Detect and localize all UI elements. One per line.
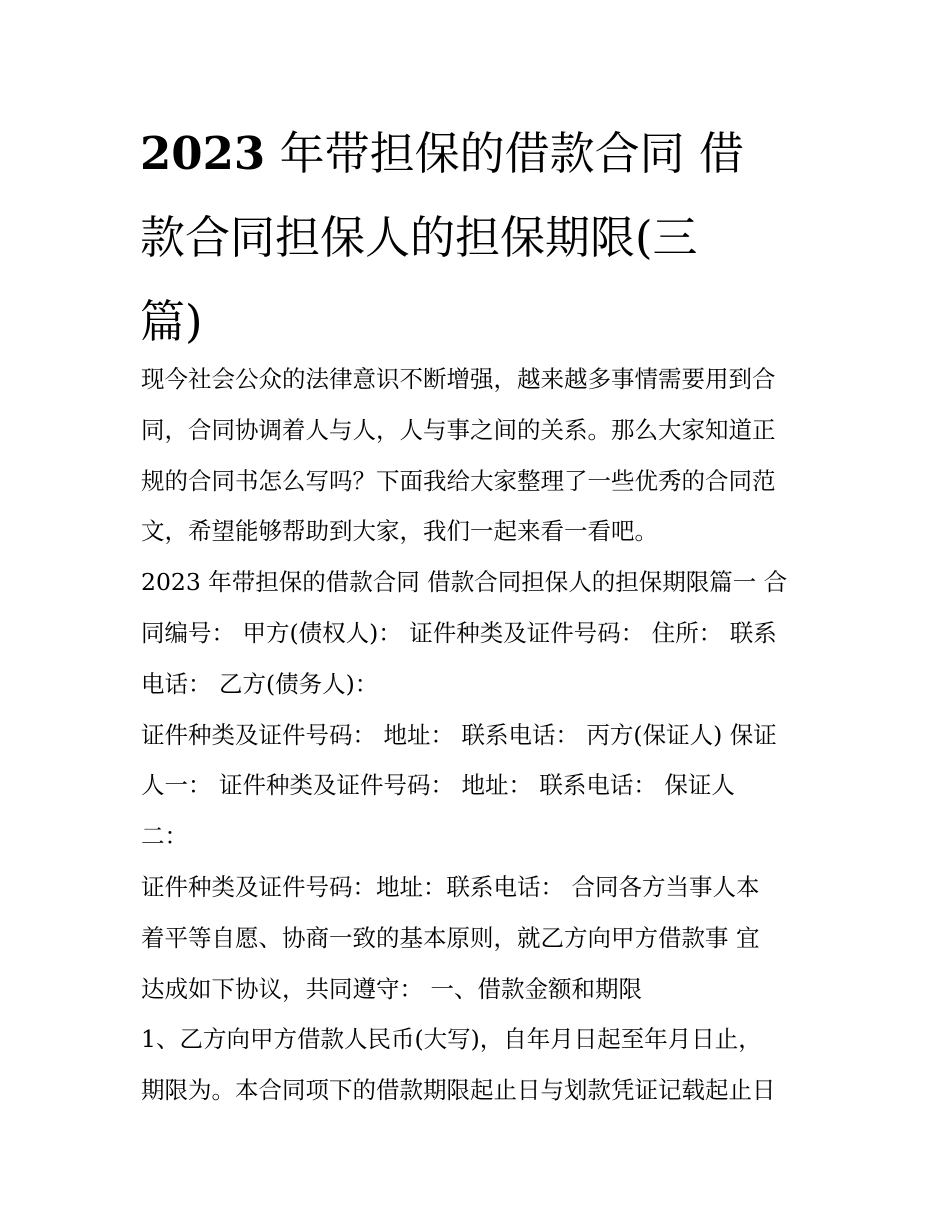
- body-line: 期限为。本合同项下的借款期限起止日与划款凭证记载起止日: [141, 1076, 776, 1105]
- body-line: 现今社会公众的法律意识不断增强，越来越多事情需要用到合: [141, 365, 776, 393]
- title-line-1: 年带担保的借款合同 借: [279, 127, 744, 180]
- body-line: 证件种类及证件号码： 地址： 联系电话： 丙方(保证人) 保证: [141, 720, 777, 749]
- body-line: 着平等自愿、协商一致的基本原则，就乙方向甲方借款事 宜: [141, 923, 760, 952]
- body-line: 文，希望能够帮助到大家，我们一起来看一看吧。: [141, 517, 658, 546]
- document-body: [141, 362, 816, 1124]
- body-line: 同，合同协调着人与人，人与事之间的关系。那么大家知道正: [141, 415, 776, 444]
- body-line: 2023 年带担保的借款合同 借款合同担保人的担保期限篇一 合: [141, 568, 788, 597]
- document-title: [140, 112, 820, 364]
- body-line: 同编号： 甲方(债权人)： 证件种类及证件号码： 住所： 联系: [141, 618, 777, 647]
- title-line-3: 篇): [140, 295, 203, 348]
- body-line: 达成如下协议，共同遵守： 一、借款金额和期限: [141, 974, 642, 1003]
- body-line: 规的合同书怎么写吗？下面我给大家整理了一些优秀的合同范: [141, 466, 776, 495]
- body-line: 二：: [141, 822, 188, 851]
- body-line: 证件种类及证件号码：地址：联系电话： 合同各方当事人本: [141, 872, 760, 901]
- body-line: 电话： 乙方(债务人)：: [141, 669, 379, 698]
- body-line: 人一： 证件种类及证件号码： 地址： 联系电话： 保证人: [141, 771, 735, 800]
- title-year: 2023: [140, 127, 266, 180]
- title-line-2: 款合同担保人的担保期限(三: [140, 211, 698, 264]
- body-line: 1、乙方向甲方借款人民币(大写)，自年月日起至年月日止，: [141, 1025, 762, 1054]
